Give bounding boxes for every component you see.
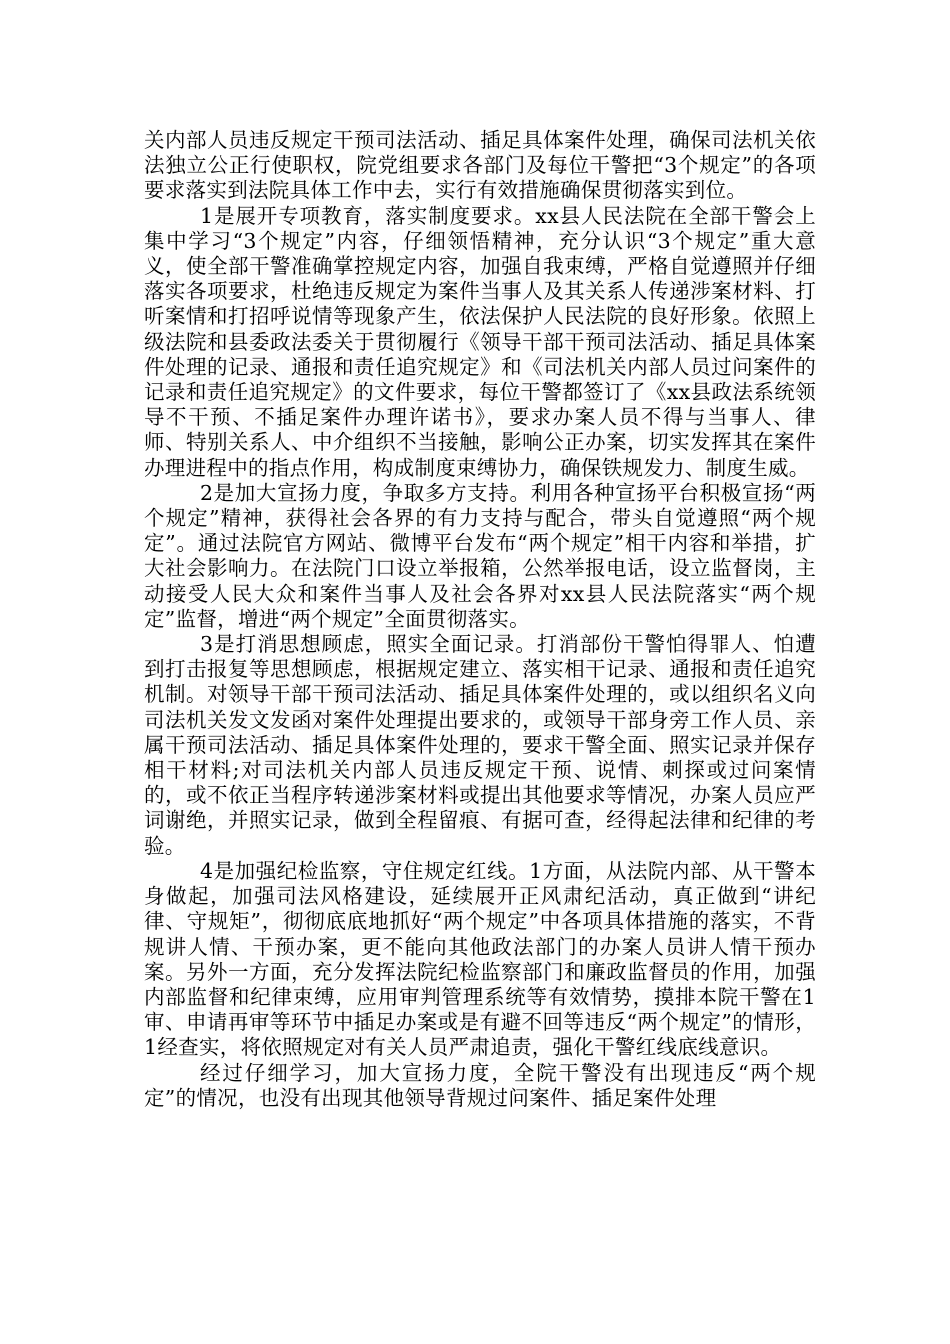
paragraph-item-4: 4是加强纪检监察，守住规定红线。1方面，从法院内部、从干警本身做起，加强司法风格建设，延续展开正风肃纪活动，真正做到“讲纪律、守规矩”，彻彻底底地抓好“两个规定”中各项具体措施的落实，不背规讲人情、干预办案，更不能向其他政法部门的办案人员讲人情干预办案。另外一方面，充分发挥法院纪检监察部门和廉政监督员的作用，加强内部监督和纪律束缚，应用审判管理系统等有效情势，摸排本院干警在1审、申请再审等环节中插足办案或是有避不回等违反“两个规定”的情形，1经查实，将依照规定对有关人员严肃追责，强化干警红线底线意识。 <box>144 858 816 1060</box>
paragraph-intro: 关内部人员违反规定干预司法活动、插足具体案件处理，确保司法机关依法独立公正行使职权，院党组要求各部门及每位干警把“3个规定”的各项要求落实到法院具体工作中去，实行有效措施确保贯彻落实到位。 <box>144 128 816 203</box>
paragraph-item-3: 3是打消思想顾虑，照实全面记录。打消部份干警怕得罪人、怕遭到打击报复等思想顾虑，根据规定建立、落实相干记录、通报和责任追究机制。对领导干部干预司法活动、插足具体案件处理的，或以组织名义向司法机关发文发函对案件处理提出要求的，或领导干部身旁工作人员、亲属干预司法活动、插足具体案件处理的，要求干警全面、照实记录并保存相干材料;对司法机关内部人员违反规定干预、说情、刺探或过问案情的，或不依正当程序转递涉案材料或提出其他要求等情况，办案人员应严词谢绝，并照实记录，做到全程留痕、有据可查，经得起法律和纪律的考验。 <box>144 632 816 858</box>
paragraph-conclusion: 经过仔细学习，加大宣扬力度，全院干警没有出现违反“两个规定”的情况，也没有出现其他领导背规过问案件、插足案件处理 <box>144 1060 816 1110</box>
document-page <box>144 128 816 1111</box>
paragraph-item-1: 1是展开专项教育，落实制度要求。xx县人民法院在全部干警会上集中学习“3个规定”内容，仔细领悟精神，充分认识“3个规定”重大意义，使全部干警准确掌控规定内容，加强自我束缚，严格自觉遵照并仔细落实各项要求，杜绝违反规定为案件当事人及其关系人传递涉案材料、打听案情和打招呼说情等现象产生，依法保护人民法院的良好形象。依照上级法院和县委政法委关于贯彻履行《领导干部干预司法活动、插足具体案件处理的记录、通报和责任追究规定》和《司法机关内部人员过问案件的记录和责任追究规定》的文件要求，每位干警都签订了《xx县政法系统领导不干预、不插足案件办理许诺书》，要求办案人员不得与当事人、律师、特别关系人、中介组织不当接触，影响公正办案，切实发挥其在案件办理进程中的指点作用，构成制度束缚协力，确保铁规发力、制度生威。 <box>144 203 816 480</box>
paragraph-item-2: 2是加大宣扬力度，争取多方支持。利用各种宣扬平台积极宣扬“两个规定”精神，获得社会各界的有力支持与配合，带头自觉遵照“两个规定”。通过法院官方网站、微博平台发布“两个规定”相干内容和举措，扩大社会影响力。在法院门口设立举报箱，公然举报电话，设立监督岗，主动接受人民大众和案件当事人及社会各界对xx县人民法院落实“两个规定”监督，增进“两个规定”全面贯彻落实。 <box>144 480 816 631</box>
